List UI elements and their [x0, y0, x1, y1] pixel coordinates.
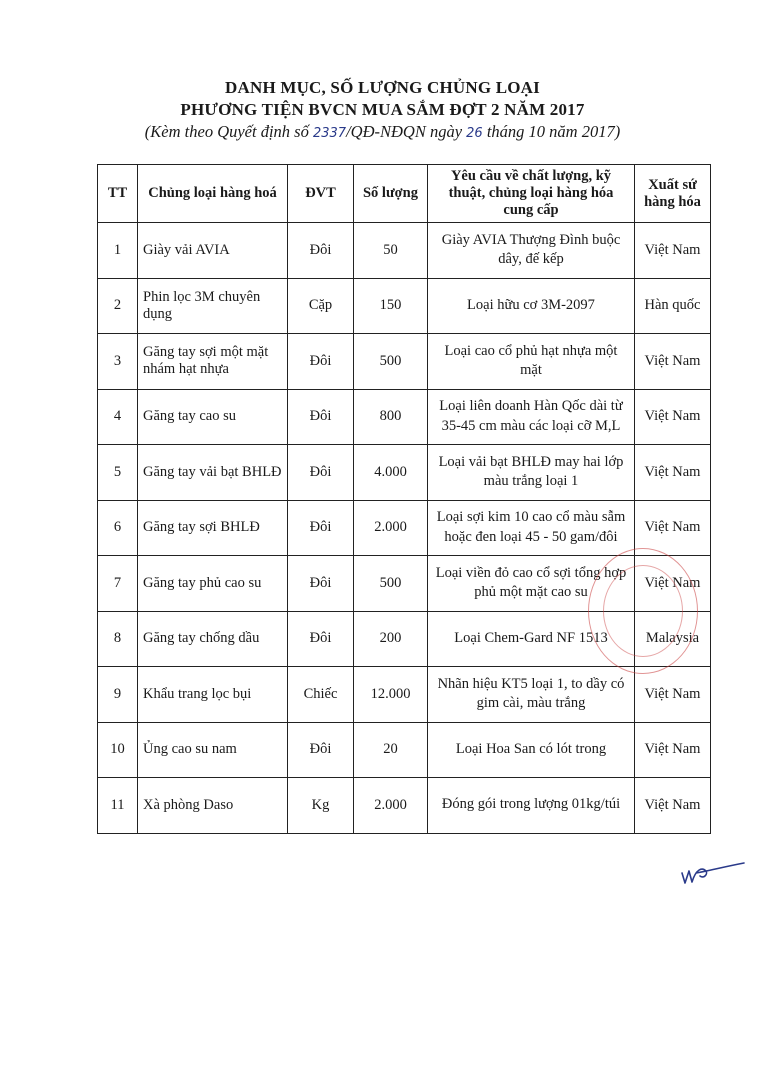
table-row [98, 722, 711, 778]
cell-unit: Đôi [288, 334, 354, 390]
cell-origin: Việt Nam [635, 445, 711, 501]
cell-item-name: Xà phòng Daso [138, 778, 288, 834]
table-row [98, 667, 711, 723]
subtitle-middle: /QĐ-NĐQN ngày [346, 122, 467, 141]
table-row [98, 556, 711, 612]
column-header-requirements: Yêu cầu về chất lượng, kỹ thuật, chủng loại hàng hóa cung cấp [428, 165, 635, 223]
cell-origin: Việt Nam [635, 667, 711, 723]
cell-tt: 10 [98, 722, 138, 778]
cell-unit: Đôi [288, 611, 354, 667]
cell-tt: 7 [98, 556, 138, 612]
cell-origin: Việt Nam [635, 389, 711, 445]
column-header-quantity: Số lượng [354, 165, 428, 223]
subtitle-prefix: (Kèm theo Quyết định số [144, 122, 313, 141]
document-title-line-1: DANH MỤC, SỐ LƯỢNG CHỦNG LOẠI [225, 78, 540, 97]
cell-unit: Đôi [288, 500, 354, 556]
cell-requirements: Loại vải bạt BHLĐ may hai lớp màu trắng loại 1 [428, 445, 635, 501]
cell-item-name: Găng tay phủ cao su [138, 556, 288, 612]
cell-unit: Kg [288, 778, 354, 834]
table-header-row [98, 165, 711, 223]
cell-item-name: Ủng cao su nam [138, 722, 288, 778]
cell-tt: 6 [98, 500, 138, 556]
cell-tt: 11 [98, 778, 138, 834]
cell-tt: 4 [98, 389, 138, 445]
cell-unit: Đôi [288, 223, 354, 279]
cell-origin: Việt Nam [635, 556, 711, 612]
cell-item-name: Khẩu trang lọc bụi [138, 667, 288, 723]
cell-unit: Cặp [288, 278, 354, 334]
cell-item-name: Găng tay sợi BHLĐ [138, 500, 288, 556]
cell-requirements: Loại liên doanh Hàn Qốc dài từ 35-45 cm màu các loại cỡ M,L [428, 389, 635, 445]
cell-origin: Việt Nam [635, 500, 711, 556]
cell-tt: 8 [98, 611, 138, 667]
cell-requirements: Loại Chem-Gard NF 1513 [428, 611, 635, 667]
cell-item-name: Găng tay sợi một mặt nhám hạt nhựa [138, 334, 288, 390]
cell-quantity: 200 [354, 611, 428, 667]
table-row [98, 445, 711, 501]
column-header-unit: ĐVT [288, 165, 354, 223]
cell-unit: Đôi [288, 722, 354, 778]
cell-item-name: Găng tay chống dầu [138, 611, 288, 667]
cell-origin: Hàn quốc [635, 278, 711, 334]
cell-origin: Việt Nam [635, 778, 711, 834]
cell-unit: Đôi [288, 389, 354, 445]
cell-unit: Đôi [288, 445, 354, 501]
cell-requirements: Đóng gói trong lượng 01kg/túi [428, 778, 635, 834]
cell-quantity: 2.000 [354, 778, 428, 834]
cell-requirements: Loại sợi kim 10 cao cổ màu sẫm hoặc đen loại 45 - 50 gam/đôi [428, 500, 635, 556]
cell-quantity: 50 [354, 223, 428, 279]
cell-requirements: Loại viền đỏ cao cổ sợi tổng hợp phủ một mặt cao su [428, 556, 635, 612]
cell-requirements: Nhãn hiệu KT5 loại 1, to dầy có gim cài, màu trắng [428, 667, 635, 723]
signature-mark [678, 855, 748, 891]
cell-item-name: Găng tay cao su [138, 389, 288, 445]
cell-quantity: 20 [354, 722, 428, 778]
cell-quantity: 12.000 [354, 667, 428, 723]
document-title-line-2: PHƯƠNG TIỆN BVCN MUA SẮM ĐỢT 2 NĂM 2017 [180, 100, 585, 119]
table-row [98, 223, 711, 279]
table-row [98, 500, 711, 556]
cell-origin: Việt Nam [635, 722, 711, 778]
cell-unit: Chiếc [288, 667, 354, 723]
table-row [98, 334, 711, 390]
cell-item-name: Găng tay vải bạt BHLĐ [138, 445, 288, 501]
cell-unit: Đôi [288, 556, 354, 612]
items-table [97, 164, 711, 834]
cell-origin: Việt Nam [635, 223, 711, 279]
cell-requirements: Giày AVIA Thượng Đình buộc dây, đế kếp [428, 223, 635, 279]
decision-day: 26 [466, 126, 483, 141]
cell-quantity: 4.000 [354, 445, 428, 501]
cell-quantity: 150 [354, 278, 428, 334]
table-row [98, 778, 711, 834]
decision-number: 2337 [312, 126, 347, 141]
cell-tt: 3 [98, 334, 138, 390]
cell-tt: 1 [98, 223, 138, 279]
cell-item-name: Giày vải AVIA [138, 223, 288, 279]
cell-tt: 9 [98, 667, 138, 723]
column-header-origin: Xuất sứ hàng hóa [635, 165, 711, 223]
cell-tt: 5 [98, 445, 138, 501]
cell-requirements: Loại hữu cơ 3M-2097 [428, 278, 635, 334]
document-subtitle [0, 122, 765, 142]
subtitle-suffix: tháng 10 năm 2017) [482, 122, 621, 141]
column-header-tt: TT [98, 165, 138, 223]
cell-requirements: Loại cao cổ phủ hạt nhựa một mặt [428, 334, 635, 390]
cell-quantity: 500 [354, 334, 428, 390]
cell-quantity: 2.000 [354, 500, 428, 556]
cell-item-name: Phin lọc 3M chuyên dụng [138, 278, 288, 334]
cell-quantity: 800 [354, 389, 428, 445]
cell-requirements: Loại Hoa San có lót trong [428, 722, 635, 778]
table-row [98, 389, 711, 445]
cell-tt: 2 [98, 278, 138, 334]
cell-origin: Malaysia [635, 611, 711, 667]
table-row [98, 278, 711, 334]
table-row [98, 611, 711, 667]
cell-origin: Việt Nam [635, 334, 711, 390]
column-header-item-type: Chủng loại hàng hoá [138, 165, 288, 223]
cell-quantity: 500 [354, 556, 428, 612]
